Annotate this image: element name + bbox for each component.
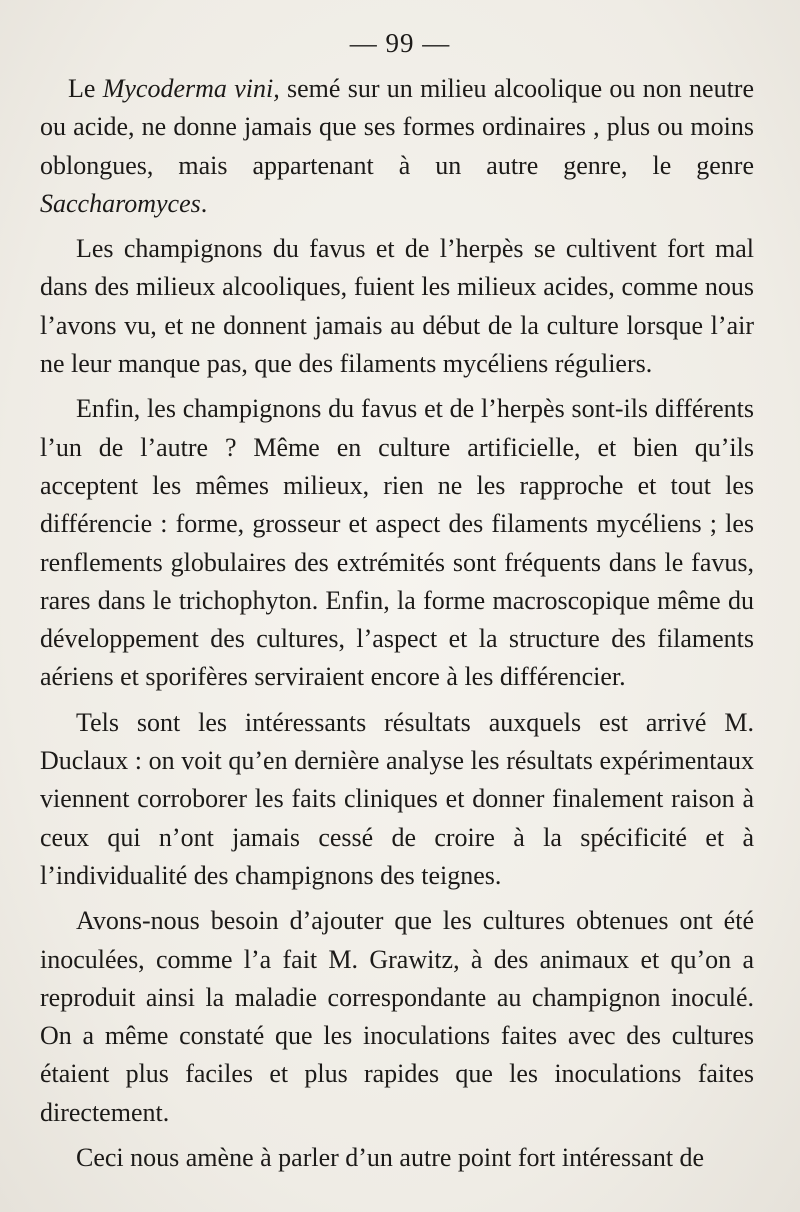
paragraph: Avons-nous besoin d’ajouter que les cultures obtenues ont été inoculées, comme l’a fait M. Grawitz, à des animaux et qu’on a reproduit ainsi la maladie correspondante au champignon inoculé. On a même constaté que les inoculations faites avec des cultures étaient plus faciles et plus rapides que les inoculations faites directement. xyxy=(40,906,754,1127)
paragraph: Enfin, les champignons du favus et de l’herpès sont-ils différents l’un de l’autre ? Même en culture artificielle, et bien qu’ils acceptent les mêmes milieux, rien ne les rapproche et tout les différencie : forme, grosseur et aspect des filaments mycéliens ; les renflements globulaires des extrémités sont fréquents dans le favus, rares dans le trichophyton. Enfin, la forme macroscopique même du développement des cultures, l’aspect et la structure des filaments aériens et sporifères serviraient encore à les différencier. xyxy=(40,394,754,692)
genus-name: Saccharomyces xyxy=(40,188,201,218)
paragraph-text: Le xyxy=(68,74,103,103)
paragraph: Ceci nous amène à parler d’un autre point fort intéressant de xyxy=(76,1143,705,1173)
paragraph: Les champignons du favus et de l’herpès se cultivent fort mal dans des milieux alcooliques, fuient les milieux acides, comme nous l’avons vu, et ne donnent jamais au début de la culture lorsque l’air ne leur manque pas, que des filaments mycéliens réguliers. xyxy=(40,234,754,379)
species-name: Mycoderma vini, xyxy=(102,74,280,103)
paragraph-text: . xyxy=(200,188,208,218)
page-number: — 99 — xyxy=(349,28,451,58)
paragraph-text: semé sur un milieu alcoolique ou non neutre ou acide, ne donne jamais que ses formes ordinaires , plus ou moins oblongues, mais appartenant à un autre genre, le genre xyxy=(40,74,755,180)
paragraph xyxy=(40,70,754,223)
paragraph: Tels sont les intéressants résultats auxquels est arrivé M. Duclaux : on voit qu’en dernière analyse les résultats expérimentaux viennent corroborer les faits cliniques et donner finalement raison à ceux qui n’ont jamais cessé de croire à la spécificité et à l’individualité des champignons des teignes. xyxy=(40,707,754,890)
page-body xyxy=(40,70,754,1184)
